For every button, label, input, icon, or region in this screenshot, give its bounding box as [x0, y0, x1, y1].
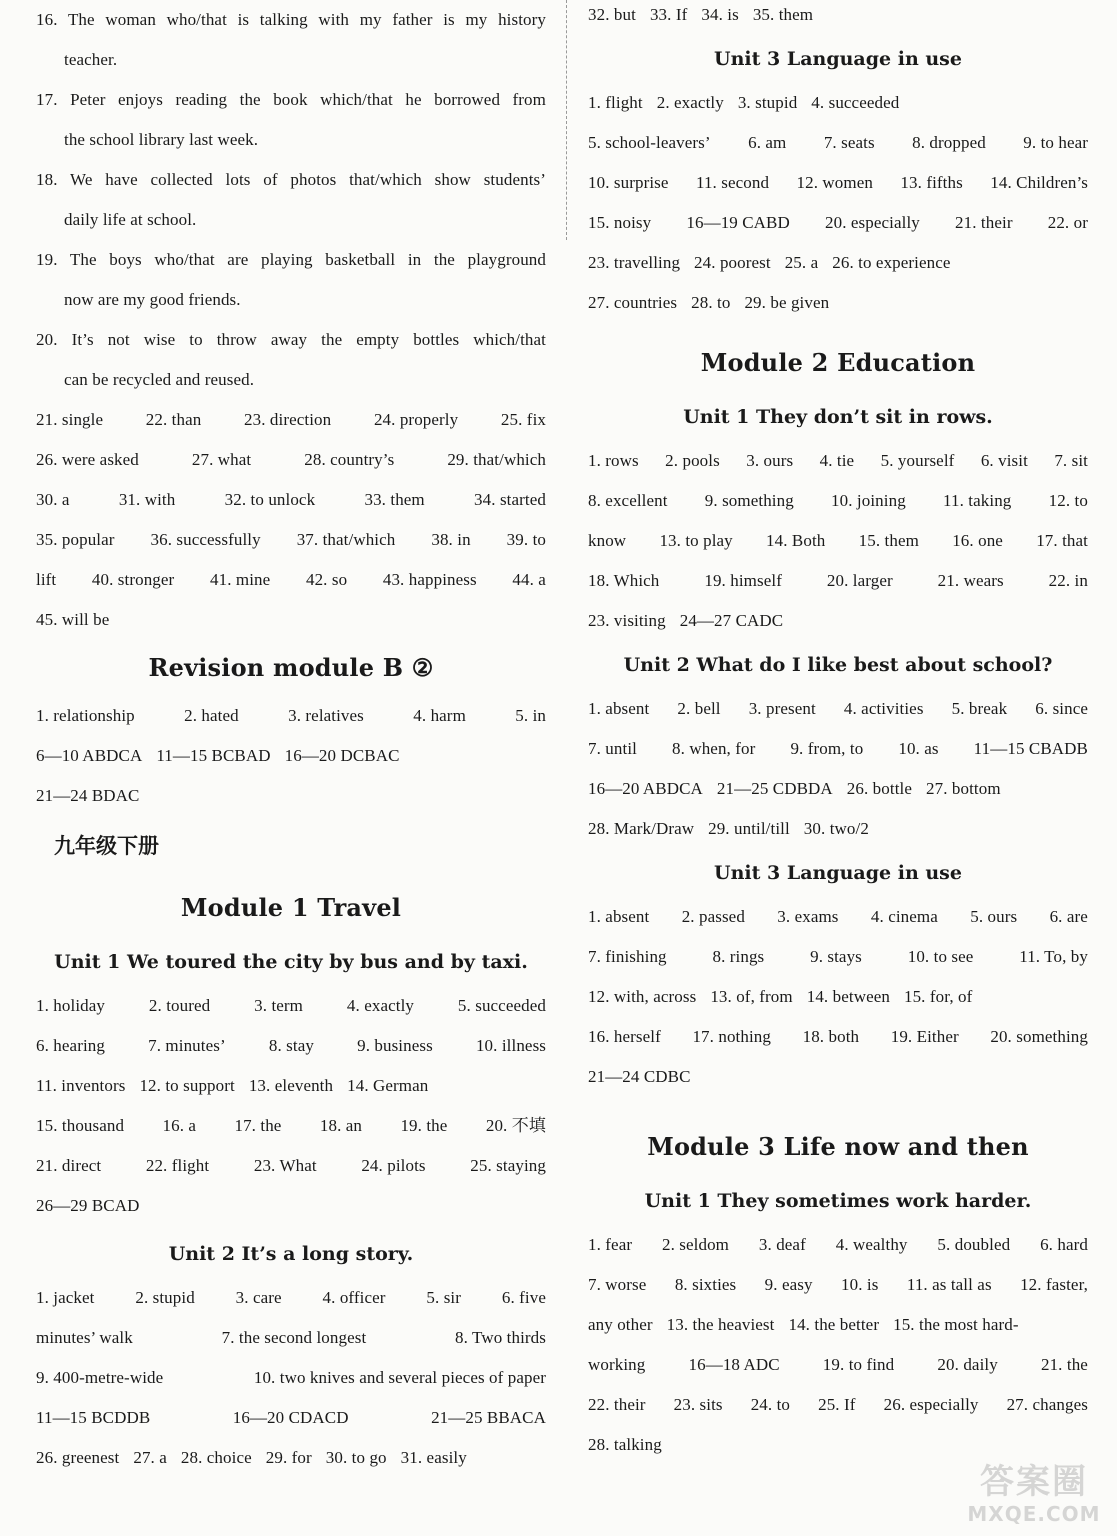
answer-item: 2. passed	[681, 907, 745, 926]
answer-item: 4. succeeded	[811, 93, 900, 112]
answer-item: 15. the most hard-	[893, 1315, 1019, 1334]
answer-item: 32. to unlock	[224, 490, 316, 509]
answer-item: 14. Children’s	[990, 173, 1088, 192]
left-column	[36, 0, 546, 1478]
answer-item: 4. tie	[819, 451, 855, 470]
watermark-text: 答案圈	[980, 1462, 1088, 1502]
module1-unit1-answers	[36, 986, 546, 1226]
answer-item: 22. than	[145, 410, 202, 429]
answer-sentence-continuation: now are my good friends.	[64, 290, 241, 309]
answer-item: 21—25 CDBDA	[716, 779, 833, 798]
answer-item: 10. is	[841, 1275, 879, 1294]
answer-item: 3. exams	[777, 907, 839, 926]
answer-item: 3. deaf	[758, 1235, 806, 1254]
answer-item: 19. to find	[822, 1355, 895, 1374]
answer-item: 31. easily	[400, 1448, 467, 1467]
answer-item: 10. illness	[475, 1036, 546, 1055]
answer-row	[36, 1438, 546, 1478]
answer-item: 14. German	[347, 1076, 429, 1095]
answer-item: 12. with, across	[588, 987, 697, 1006]
answer-item: 14. Both	[766, 531, 826, 550]
answer-row	[36, 600, 546, 640]
answer-item: 3. ours	[746, 451, 794, 470]
answer-item: 14. the better	[788, 1315, 880, 1334]
answer-item: 2. seldom	[662, 1235, 730, 1254]
answer-item: 7. minutes’	[148, 1036, 226, 1055]
grade-title: 九年级下册	[54, 834, 159, 858]
answer-item: 6. hearing	[36, 1036, 105, 1055]
answer-item: 18. both	[802, 1027, 860, 1046]
answer-item: 1. holiday	[36, 996, 105, 1015]
answer-row	[588, 441, 1088, 481]
answer-text: We have collected lots of photos that/which show students’	[70, 170, 546, 189]
answer-item: 24. poorest	[694, 253, 771, 272]
answer-item: 2. pools	[665, 451, 720, 470]
answer-item: 30. a	[36, 490, 70, 509]
answer-item: 10. joining	[831, 491, 906, 510]
answer-item: 7. sit	[1054, 451, 1088, 470]
answer-item: 26. to experience	[832, 253, 951, 272]
answer-item: 6. am	[748, 133, 787, 152]
answer-item: 42. so	[305, 570, 348, 589]
answer-item: 16—19 CABD	[686, 213, 790, 232]
answer-item: 16—20 DCBAC	[284, 746, 400, 765]
answer-row	[36, 1106, 546, 1146]
answer-item: 6. hard	[1040, 1235, 1088, 1254]
module2-unit1-title: Unit 1 They don’t sit in rows.	[683, 406, 993, 428]
answer-item: 5. succeeded	[457, 996, 546, 1015]
answer-item: 32. but	[588, 5, 636, 24]
answer-item: 26. especially	[883, 1395, 979, 1414]
answer-row	[588, 203, 1088, 243]
answer-item: working	[588, 1355, 646, 1374]
answer-item: 9. from, to	[790, 739, 864, 758]
module2-unit3-answers	[588, 897, 1088, 1097]
answer-row	[36, 1186, 546, 1226]
answer-text: The woman who/that is talking with my father is my history	[67, 10, 546, 29]
answer-item: 27. what	[191, 450, 252, 469]
answer-item: 26. greenest	[36, 1448, 120, 1467]
answer-item: 4. officer	[322, 1288, 386, 1307]
answer-number: 20.	[36, 330, 58, 349]
answer-row	[588, 601, 1088, 641]
module3-unit1-title: Unit 1 They sometimes work harder.	[644, 1190, 1032, 1212]
answer-item: 10. to see	[907, 947, 974, 966]
answer-item: 2. bell	[677, 699, 721, 718]
answer-number: 16.	[36, 10, 58, 29]
answer-row	[36, 1146, 546, 1186]
answer-item: 20. daily	[937, 1355, 998, 1374]
answer-sentence-continuation: teacher.	[64, 50, 118, 69]
answer-item: 24. to	[750, 1395, 791, 1414]
module1-unit3-answers	[588, 83, 1088, 323]
answer-item: minutes’ walk	[36, 1328, 133, 1347]
answer-item: 13. the heaviest	[666, 1315, 775, 1334]
answer-item: 9. to hear	[1023, 133, 1088, 152]
answer-item: 38. in	[431, 530, 471, 549]
answer-item: 34. is	[701, 5, 739, 24]
answer-row	[588, 1265, 1088, 1305]
answer-item: 25. staying	[470, 1156, 546, 1175]
module2-unit1-answers	[588, 441, 1088, 641]
answer-item: 13. of, from	[710, 987, 793, 1006]
answer-row	[588, 729, 1088, 769]
answer-item: 35. them	[752, 5, 814, 24]
answer-item: 29. that/which	[447, 450, 546, 469]
answer-row	[36, 1066, 546, 1106]
module2-title: Module 2 Education	[700, 348, 976, 377]
answer-item: 1. rows	[588, 451, 639, 470]
answer-item: 27. changes	[1006, 1395, 1088, 1414]
module1-unit2-answers	[36, 1278, 546, 1478]
answer-item: 11—15 BCDDB	[36, 1408, 151, 1427]
answer-sentence-line	[36, 320, 546, 360]
answer-row	[588, 83, 1088, 123]
answer-sentence-line	[36, 80, 546, 120]
answer-item: 3. relatives	[288, 706, 364, 725]
answer-item: 5. in	[515, 706, 546, 725]
answer-item: 16—18 ADC	[688, 1355, 780, 1374]
answer-item: 11. second	[695, 173, 770, 192]
answer-item: 24. pilots	[361, 1156, 426, 1175]
answer-item: 33. If	[649, 5, 688, 24]
answer-item: 3. stupid	[737, 93, 798, 112]
answer-row	[36, 1318, 546, 1358]
answer-row	[588, 769, 1088, 809]
answer-item: 21. their	[955, 213, 1013, 232]
answer-item: any other	[588, 1315, 653, 1334]
answer-row	[36, 1358, 546, 1398]
answer-sentence-continuation: daily life at school.	[64, 210, 197, 229]
module1-title: Module 1 Travel	[180, 893, 402, 922]
answer-row	[588, 937, 1088, 977]
answer-item: 16—20 ABDCA	[588, 779, 703, 798]
answer-row	[36, 480, 546, 520]
answer-item: 23. visiting	[588, 611, 666, 630]
answer-item: 4. cinema	[870, 907, 938, 926]
answer-row	[36, 520, 546, 560]
answer-item: 28. Mark/Draw	[588, 819, 695, 838]
answer-item: 26. bottle	[846, 779, 912, 798]
answer-row	[588, 1017, 1088, 1057]
answer-sentence-continuation: the school library last week.	[64, 130, 259, 149]
answer-item: 2. stupid	[135, 1288, 195, 1307]
answer-row	[36, 400, 546, 440]
answer-row	[36, 1398, 546, 1438]
answer-item: 22. flight	[145, 1156, 210, 1175]
answer-item: 8. dropped	[912, 133, 986, 152]
answer-item: 20. 不填	[485, 1116, 546, 1135]
answer-item: 17. that	[1036, 531, 1088, 550]
answer-item: 34. started	[474, 490, 546, 509]
answer-item: 28. to	[691, 293, 731, 312]
answer-item: 21—25 BBACA	[431, 1408, 546, 1427]
answer-item: 16. a	[162, 1116, 197, 1135]
answer-item: lift	[36, 570, 57, 589]
module1-unit2-title: Unit 2 It’s a long story.	[168, 1243, 414, 1265]
answer-item: 10. two knives and several pieces of paper	[253, 1368, 546, 1387]
answer-row	[588, 1305, 1088, 1345]
answer-item: 7. until	[588, 739, 637, 758]
answer-item: 2. hated	[184, 706, 239, 725]
answer-item: know	[588, 531, 627, 550]
answer-item: 7. seats	[823, 133, 875, 152]
answer-item: 9. business	[357, 1036, 433, 1055]
answer-item: 5. sir	[426, 1288, 461, 1307]
answer-item: 41. mine	[210, 570, 271, 589]
answer-item: 23. What	[253, 1156, 317, 1175]
answer-item: 13. eleventh	[248, 1076, 334, 1095]
answer-item: 8. sixties	[674, 1275, 737, 1294]
answer-item: 7. finishing	[588, 947, 667, 966]
answer-item: 33. them	[364, 490, 425, 509]
answer-item: 16. one	[952, 531, 1003, 550]
answer-item: 15. them	[858, 531, 919, 550]
answer-item: 10. surprise	[588, 173, 669, 192]
answer-item: 20. larger	[826, 571, 893, 590]
answer-item: 6. since	[1035, 699, 1088, 718]
answer-item: 13. to play	[659, 531, 733, 550]
answer-row	[36, 1278, 546, 1318]
answer-item: 20. especially	[825, 213, 920, 232]
answer-item: 31. with	[118, 490, 176, 509]
answer-item: 12. faster,	[1020, 1275, 1088, 1294]
answer-item: 19. Either	[890, 1027, 959, 1046]
watermark-logo	[959, 1462, 1109, 1530]
answer-item: 1. flight	[588, 93, 643, 112]
answer-item: 26. were asked	[36, 450, 139, 469]
word-answers	[36, 400, 546, 640]
answer-item: 21. single	[36, 410, 104, 429]
answer-item: 7. the second longest	[221, 1328, 367, 1347]
answer-item: 21. the	[1040, 1355, 1088, 1374]
answer-row	[36, 560, 546, 600]
right-column	[588, 0, 1088, 1465]
answer-item: 15. noisy	[588, 213, 652, 232]
answer-item: 9. 400-metre-wide	[36, 1368, 164, 1387]
answer-item: 11. inventors	[36, 1076, 126, 1095]
revision-module-title: Revision module B ②	[148, 653, 434, 682]
answer-sentence-continuation: can be recycled and reused.	[64, 370, 255, 389]
module1-unit1-title: Unit 1 We toured the city by bus and by taxi.	[54, 951, 528, 973]
answer-item: 28. country’s	[304, 450, 395, 469]
answer-item: 40. stronger	[91, 570, 175, 589]
answer-item: 2. exactly	[656, 93, 724, 112]
answer-item: 9. stays	[810, 947, 862, 966]
answer-item: 21—24 BDAC	[36, 786, 140, 805]
answer-item: 21. wears	[937, 571, 1004, 590]
answer-item: 9. easy	[764, 1275, 813, 1294]
answer-row	[36, 1026, 546, 1066]
answer-item: 6. five	[501, 1288, 546, 1307]
watermark-url: MXQE.COM	[967, 1502, 1101, 1526]
answer-row	[36, 776, 546, 816]
answer-item: 22. their	[588, 1395, 646, 1414]
answer-text: Peter enjoys reading the book which/that he borrowed from	[70, 90, 546, 109]
answer-item: 12. women	[796, 173, 873, 192]
answer-row	[588, 163, 1088, 203]
answer-item: 8. excellent	[588, 491, 668, 510]
answer-row	[588, 1057, 1088, 1097]
answer-item: 4. exactly	[346, 996, 415, 1015]
answer-item: 30. two/2	[803, 819, 869, 838]
answer-item: 16. herself	[588, 1027, 661, 1046]
answer-item: 3. care	[235, 1288, 282, 1307]
answer-item: 4. harm	[413, 706, 466, 725]
answer-row	[588, 689, 1088, 729]
answer-item: 5. ours	[970, 907, 1018, 926]
answer-item: 11—15 CBADB	[973, 739, 1088, 758]
answer-row	[36, 986, 546, 1026]
answer-item: 35. popular	[36, 530, 115, 549]
answer-item: 23. direction	[244, 410, 332, 429]
answer-sentence-line	[36, 160, 546, 200]
answer-item: 5. break	[951, 699, 1008, 718]
answer-number: 19.	[36, 250, 58, 269]
continued-answers	[588, 0, 1088, 35]
answer-item: 22. or	[1047, 213, 1088, 232]
answer-item: 7. worse	[588, 1275, 647, 1294]
answer-item: 28. talking	[588, 1435, 662, 1454]
answer-item: 26—29 BCAD	[36, 1196, 140, 1215]
answer-item: 2. toured	[148, 996, 211, 1015]
answer-item: 1. relationship	[36, 706, 135, 725]
answer-item: 8. Two thirds	[455, 1328, 546, 1347]
module1-unit3-title: Unit 3 Language in use	[714, 48, 962, 70]
answer-item: 18. an	[319, 1116, 363, 1135]
answer-item: 19. himself	[704, 571, 782, 590]
answer-row	[588, 1425, 1088, 1465]
answer-row	[588, 0, 1088, 35]
answer-item: 25. If	[818, 1395, 856, 1414]
answer-item: 8. stay	[268, 1036, 314, 1055]
answer-item: 27. bottom	[926, 779, 1001, 798]
answer-item: 11. taking	[943, 491, 1012, 510]
answer-item: 23. travelling	[588, 253, 681, 272]
answer-item: 1. fear	[588, 1235, 633, 1254]
answer-item: 28. choice	[180, 1448, 252, 1467]
answer-row	[588, 123, 1088, 163]
module3-unit1-answers	[588, 1225, 1088, 1465]
answer-item: 11. To, by	[1019, 947, 1088, 966]
module2-unit2-title: Unit 2 What do I like best about school?	[623, 654, 1053, 676]
answer-item: 1. absent	[588, 907, 650, 926]
answer-item: 19. the	[400, 1116, 448, 1135]
answer-row	[588, 243, 1088, 283]
answer-item: 39. to	[506, 530, 546, 549]
answer-item: 12. to support	[139, 1076, 235, 1095]
answer-item: 3. term	[254, 996, 304, 1015]
answer-item: 1. absent	[588, 699, 650, 718]
answer-item: 11—15 BCBAD	[156, 746, 271, 765]
answer-row	[588, 977, 1088, 1017]
answer-item: 29. be given	[744, 293, 830, 312]
answer-row	[36, 736, 546, 776]
answer-text: It’s not wise to throw away the empty bottles which/that	[71, 330, 547, 349]
sentence-answers	[36, 0, 546, 400]
answer-row	[36, 440, 546, 480]
answer-item: 11. as tall as	[906, 1275, 992, 1294]
answer-item: 27. a	[133, 1448, 167, 1467]
answer-item: 43. happiness	[382, 570, 477, 589]
answer-item: 18. Which	[588, 571, 660, 590]
answer-item: 17. the	[234, 1116, 282, 1135]
answer-item: 36. successfully	[150, 530, 261, 549]
answer-row	[588, 1385, 1088, 1425]
answer-row	[588, 897, 1088, 937]
revision-answers	[36, 696, 546, 816]
answer-row	[36, 696, 546, 736]
answer-row	[588, 481, 1088, 521]
answer-item: 29. for	[265, 1448, 312, 1467]
module2-unit2-answers	[588, 689, 1088, 849]
answer-item: 27. countries	[588, 293, 678, 312]
answer-item: 22. in	[1048, 571, 1088, 590]
module3-title: Module 3 Life now and then	[647, 1132, 1029, 1161]
answer-item: 6—10 ABDCA	[36, 746, 143, 765]
answer-item: 15. thousand	[36, 1116, 125, 1135]
answer-number: 17.	[36, 90, 58, 109]
answer-item: 24—27 CADC	[679, 611, 784, 630]
answer-row	[588, 521, 1088, 561]
answer-item: 16—20 CDACD	[232, 1408, 349, 1427]
answer-row	[588, 561, 1088, 601]
answer-item: 3. present	[748, 699, 816, 718]
answer-number: 18.	[36, 170, 58, 189]
answer-item: 5. doubled	[937, 1235, 1011, 1254]
answer-item: 14. between	[806, 987, 890, 1006]
answer-item: 4. wealthy	[835, 1235, 908, 1254]
answer-item: 10. as	[898, 739, 939, 758]
answer-item: 37. that/which	[296, 530, 396, 549]
answer-sentence-line	[36, 0, 546, 40]
answer-item: 25. fix	[500, 410, 546, 429]
answer-item: 5. school-leavers’	[588, 133, 711, 152]
answer-row	[588, 1225, 1088, 1265]
answer-item: 45. will be	[36, 610, 110, 629]
answer-text: The boys who/that are playing basketball in the playground	[69, 250, 546, 269]
answer-item: 5. yourself	[880, 451, 955, 470]
answer-row	[588, 1345, 1088, 1385]
answer-sentence-line	[36, 240, 546, 280]
answer-item: 13. fifths	[900, 173, 963, 192]
answer-item: 8. rings	[712, 947, 765, 966]
answer-item: 30. to go	[325, 1448, 387, 1467]
answer-item: 6. are	[1049, 907, 1088, 926]
answer-item: 21—24 CDBC	[588, 1067, 691, 1086]
answer-item: 15. for, of	[903, 987, 973, 1006]
answer-item: 23. sits	[673, 1395, 723, 1414]
answer-item: 21. direct	[36, 1156, 102, 1175]
answer-item: 1. jacket	[36, 1288, 95, 1307]
answer-item: 29. until/till	[708, 819, 790, 838]
answer-item: 4. activities	[843, 699, 924, 718]
answer-item: 20. something	[990, 1027, 1088, 1046]
answer-item: 12. to	[1048, 491, 1088, 510]
answer-item: 8. when, for	[672, 739, 756, 758]
column-divider	[566, 0, 567, 240]
module2-unit3-title: Unit 3 Language in use	[714, 862, 962, 884]
answer-item: 9. something	[704, 491, 794, 510]
answer-item: 24. properly	[373, 410, 459, 429]
answer-item: 25. a	[784, 253, 819, 272]
answer-item: 44. a	[512, 570, 546, 589]
answer-row	[588, 283, 1088, 323]
answer-item: 6. visit	[980, 451, 1028, 470]
answer-row	[588, 809, 1088, 849]
answer-item: 17. nothing	[692, 1027, 771, 1046]
